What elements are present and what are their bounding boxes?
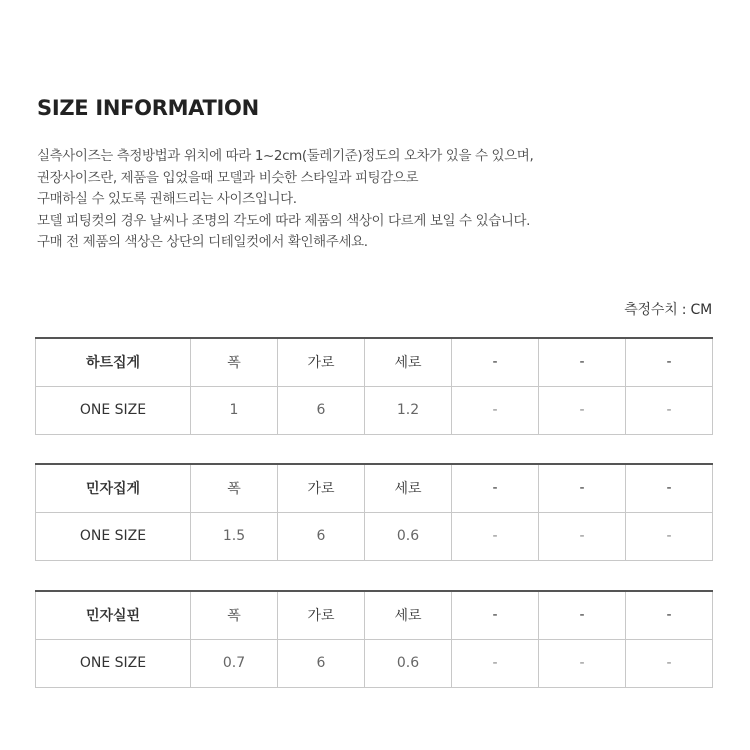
size-table-plain-pin <box>35 590 713 688</box>
value-cell: - <box>539 512 626 560</box>
notice-line: 모델 피팅컷의 경우 날씨나 조명의 각도에 따라 제품의 색상이 다르게 보일 수 있습니다. <box>37 212 531 229</box>
column-header: 폭 <box>191 591 278 639</box>
column-header: - <box>539 464 626 512</box>
value-cell: 6 <box>278 639 365 687</box>
table-header-row <box>36 464 713 512</box>
size-notice <box>37 146 717 254</box>
column-header: 세로 <box>365 591 452 639</box>
column-header: - <box>626 464 713 512</box>
value-cell: 6 <box>278 512 365 560</box>
notice-line: 실측사이즈는 측정방법과 위치에 따라 1~2cm(둘레기준)정도의 오차가 있을 수 있으며, <box>37 148 534 164</box>
column-header: 세로 <box>365 338 452 386</box>
table-header-row <box>36 591 713 639</box>
value-cell: - <box>626 512 713 560</box>
table-header-row <box>36 338 713 386</box>
notice-line: 권장사이즈란, 제품을 입었을때 모델과 비슷한 스타일과 피팅감으로 <box>37 169 419 186</box>
value-cell: - <box>452 639 539 687</box>
column-header: 가로 <box>278 338 365 386</box>
table-row <box>36 639 713 687</box>
value-cell: - <box>539 386 626 434</box>
column-header: - <box>452 464 539 512</box>
value-cell: - <box>452 386 539 434</box>
size-table-plain-clip <box>35 463 713 561</box>
size-table-heart-clip <box>35 337 713 435</box>
value-cell: 0.6 <box>365 512 452 560</box>
table-row <box>36 512 713 560</box>
value-cell: - <box>626 639 713 687</box>
value-cell: 0.6 <box>365 639 452 687</box>
value-cell: - <box>626 386 713 434</box>
size-name-cell: ONE SIZE <box>36 512 191 560</box>
column-header: 폭 <box>191 338 278 386</box>
column-header: - <box>539 591 626 639</box>
value-cell: 0.7 <box>191 639 278 687</box>
product-name-cell: 민자실핀 <box>36 591 191 639</box>
column-header: 가로 <box>278 464 365 512</box>
value-cell: - <box>539 639 626 687</box>
product-name-cell: 하트집게 <box>36 338 191 386</box>
column-header: - <box>452 338 539 386</box>
value-cell: 6 <box>278 386 365 434</box>
size-name-cell: ONE SIZE <box>36 639 191 687</box>
product-name-cell: 민자집게 <box>36 464 191 512</box>
page-title: SIZE INFORMATION <box>37 96 259 120</box>
notice-line: 구매 전 제품의 색상은 상단의 디테일컷에서 확인해주세요. <box>37 234 368 250</box>
table-row <box>36 386 713 434</box>
column-header: 폭 <box>191 464 278 512</box>
column-header: 세로 <box>365 464 452 512</box>
value-cell: 1 <box>191 386 278 434</box>
column-header: - <box>626 338 713 386</box>
notice-line: 구매하실 수 있도록 권해드리는 사이즈입니다. <box>37 191 297 207</box>
column-header: - <box>626 591 713 639</box>
column-header: 가로 <box>278 591 365 639</box>
column-header: - <box>452 591 539 639</box>
value-cell: - <box>452 512 539 560</box>
measurement-unit-label: 측정수치 : CM <box>624 302 712 318</box>
value-cell: 1.2 <box>365 386 452 434</box>
column-header: - <box>539 338 626 386</box>
size-name-cell: ONE SIZE <box>36 386 191 434</box>
value-cell: 1.5 <box>191 512 278 560</box>
